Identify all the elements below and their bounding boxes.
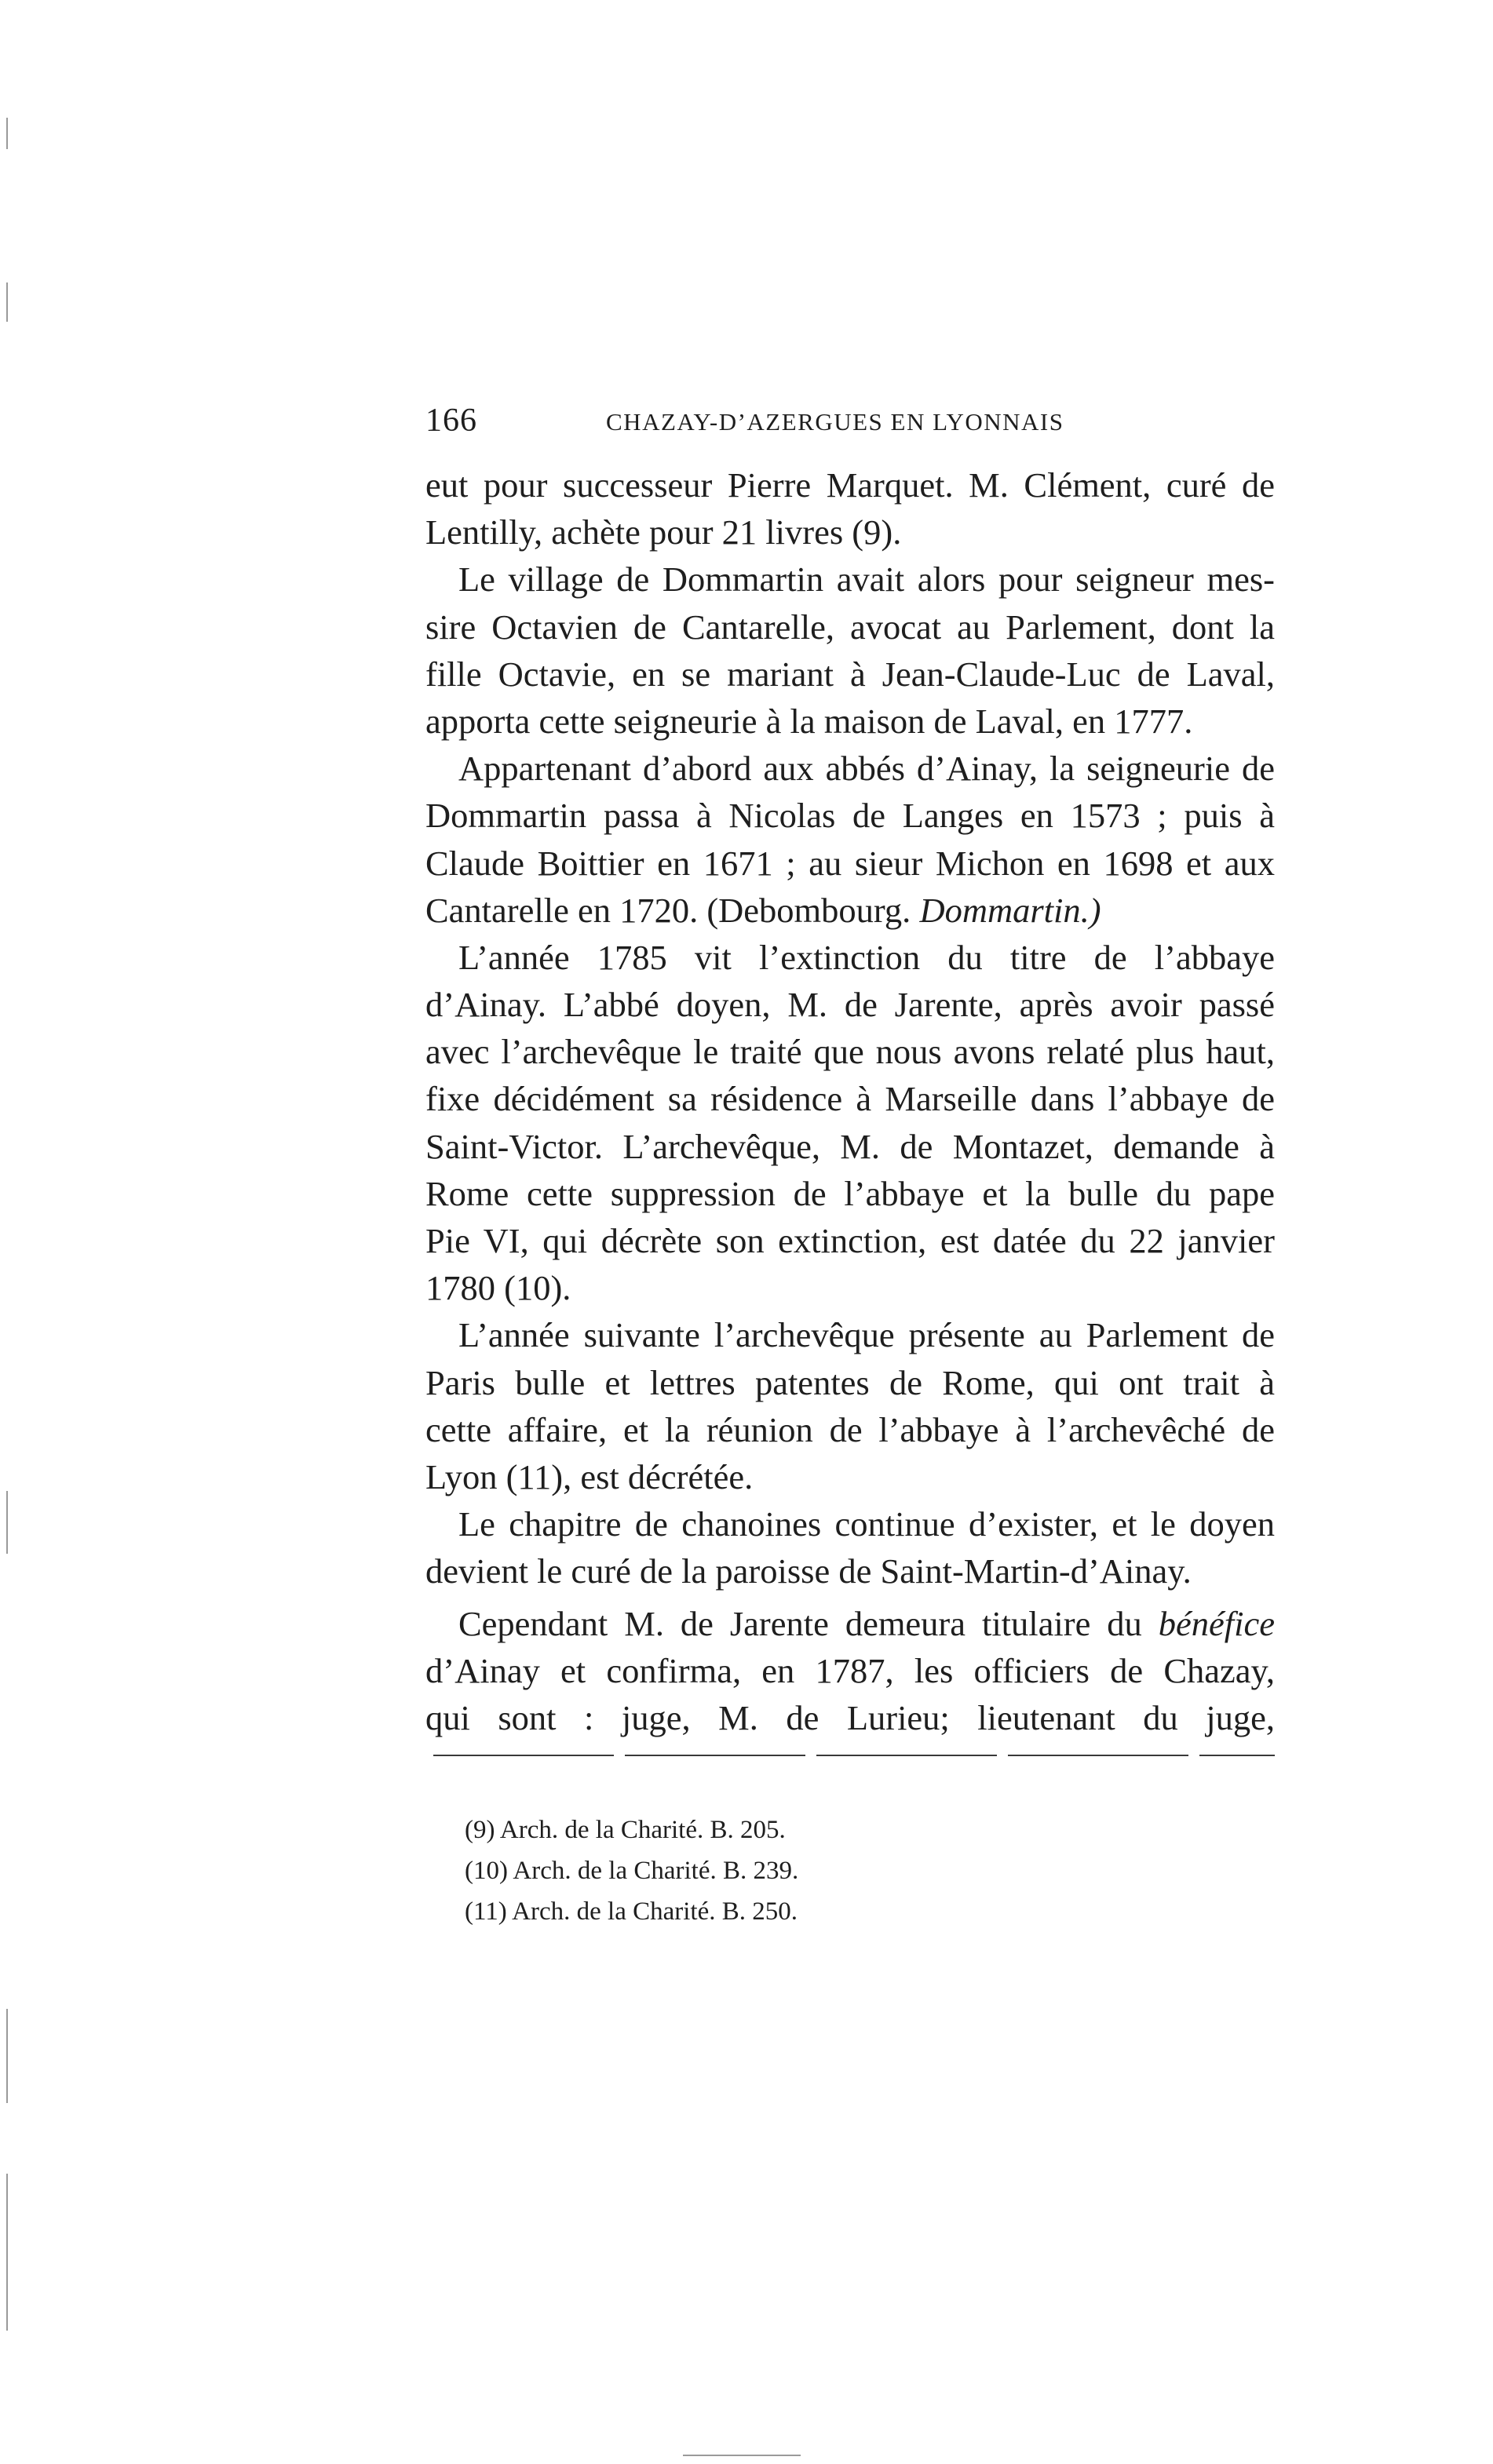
text-line: Le village de Dommartin avait alors pour seigneur mes- bbox=[458, 560, 1275, 600]
text-line: devient le curé de la paroisse de Saint-Martin-d’Ainay. bbox=[425, 1551, 1192, 1591]
scan-artifact bbox=[6, 2174, 8, 2331]
text-line: Saint-Victor. L’archevêque, M. de Montazet, demande à bbox=[425, 1126, 1275, 1166]
text-line: Claude Boittier en 1671 ; au sieur Michon en 1698 et aux bbox=[425, 843, 1275, 883]
text-line: d’Ainay et confirma, en 1787, les officiers de Chazay, bbox=[425, 1650, 1275, 1690]
footnotes bbox=[465, 1810, 1014, 1932]
text-line: cette affaire, et la réunion de l’abbaye à l’archevêché de bbox=[425, 1409, 1275, 1449]
text-line: apporta cette seigneurie à la maison de Laval, en 1777. bbox=[425, 701, 1193, 741]
text-line: Appartenant d’abord aux abbés d’Ainay, la seigneurie de bbox=[458, 749, 1275, 789]
text-line: sire Octavien de Cantarelle, avocat au Parlement, dont la bbox=[425, 607, 1275, 647]
text-line: Lyon (11), est décrétée. bbox=[425, 1456, 754, 1496]
running-title: CHAZAY-D’AZERGUES EN LYONNAIS bbox=[606, 408, 1064, 436]
scan-artifact bbox=[6, 282, 8, 322]
text-line bbox=[425, 1600, 1275, 1647]
text-line: d’Ainay. L’abbé doyen, M. de Jarente, après avoir passé bbox=[425, 985, 1275, 1025]
text-line: fixe décidément sa résidence à Marseille dans l’abbaye de bbox=[425, 1079, 1275, 1119]
text-line: 1780 (10). bbox=[425, 1268, 571, 1308]
text-line: L’année suivante l’archevêque présente au Parlement de bbox=[458, 1315, 1275, 1355]
text-segment: Cantarelle en 1720. (Debombourg. bbox=[425, 890, 920, 930]
text-line: Lentilly, achète pour 21 livres (9). bbox=[425, 512, 902, 552]
text-line: fille Octavie, en se mariant à Jean-Claude-Luc de Laval, bbox=[425, 654, 1275, 694]
text-line: L’année 1785 vit l’extinction du titre de l’abbaye bbox=[458, 937, 1275, 977]
scan-artifact bbox=[6, 118, 8, 149]
text-segment: Cependant M. de Jarente demeura titulaire du bbox=[458, 1603, 1159, 1643]
text-line: Le chapitre de chanoines continue d’exister, et le doyen bbox=[458, 1504, 1275, 1544]
page-number: 166 bbox=[425, 403, 477, 439]
footnote-separator bbox=[433, 1755, 1275, 1756]
text-line bbox=[425, 887, 1275, 934]
text-line: Pie VI, qui décrète son extinction, est datée du 22 janvier bbox=[425, 1221, 1275, 1260]
scan-artifact bbox=[683, 2455, 801, 2456]
text-line: Dommartin passa à Nicolas de Langes en 1573 ; puis à bbox=[425, 796, 1275, 836]
italic-title: Dommartin.) bbox=[919, 890, 1101, 930]
text-line: Paris bulle et lettres patentes de Rome, qui ont trait à bbox=[425, 1362, 1275, 1402]
page-header bbox=[425, 402, 1275, 449]
footnote: (9) Arch. de la Charité. B. 205. bbox=[465, 1816, 786, 1844]
italic-term: bénéfice bbox=[1158, 1603, 1275, 1643]
footnote: (10) Arch. de la Charité. B. 239. bbox=[465, 1857, 799, 1885]
scan-artifact bbox=[6, 2009, 8, 2103]
text-line: eut pour successeur Pierre Marquet. M. Clément, curé de bbox=[425, 465, 1275, 505]
footnote: (11) Arch. de la Charité. B. 250. bbox=[465, 1897, 798, 1926]
main-text bbox=[425, 461, 1275, 1741]
text-line: Rome cette suppression de l’abbaye et la bulle du pape bbox=[425, 1173, 1275, 1213]
scan-artifact bbox=[6, 1491, 8, 1554]
text-line: qui sont : juge, M. de Lurieu; lieutenant du juge, bbox=[425, 1697, 1275, 1737]
text-line: avec l’archevêque le traité que nous avons relaté plus haut, bbox=[425, 1032, 1275, 1072]
